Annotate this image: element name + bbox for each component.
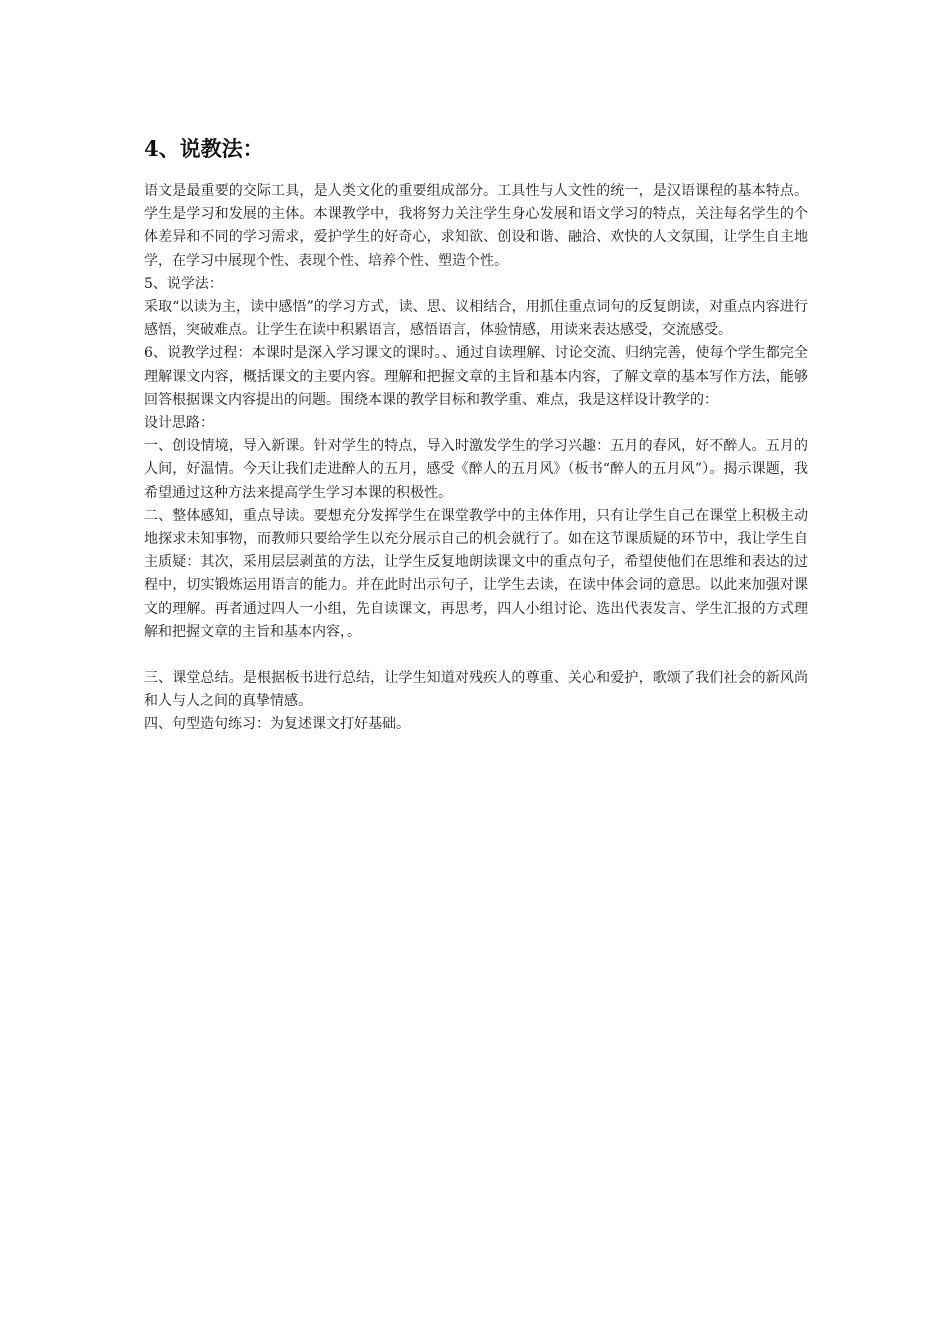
learning-method-paragraph: 采取“以读为主，读中感悟”的学习方式，读、思、议相结合，用抓住重点词句的反复朗读，对重点内容进行感悟，突破难点。让学生在读中积累语言，感悟语言，体验情感，用读来表达感受，交流感受。 <box>144 299 808 339</box>
learning-method-heading: 5、说学法： <box>144 275 223 292</box>
step-four-paragraph: 四、句型造句练习：为复述课文打好基础。 <box>144 716 410 733</box>
blank-line <box>144 644 808 667</box>
document-body <box>144 132 808 737</box>
design-idea-label: 设计思路： <box>144 415 214 432</box>
step-two-paragraph: 二、整体感知，重点导读。要想充分发挥学生在课堂教学中的主体作用，只有让学生自己在课堂上积极主动地探求未知事物，而教师只要给学生以充分展示自己的机会就行了。如在这节课质疑的环节中，我让学生自主质疑：其次，采用层层剥茧的方法，让学生反复地朗读课文中的重点句子，希望使他们在思维和表达的过程中，切实锻炼运用语言的能力。并在此时出示句子，让学生去读，在读中体会词的意思。以此来加强对课文的理解。再者通过四人一小组，先自读课文，再思考，四人小组讨论、选出代表发言、学生汇报的方式理解和把握文章的主旨和基本内容，。 <box>144 507 808 640</box>
step-three-paragraph: 三、课堂总结。是根据板书进行总结，让学生知道对残疾人的尊重、关心和爱护，歌颂了我们社会的新风尚和人与人之间的真挚情感。 <box>144 670 808 710</box>
section-heading: 4、说教法： <box>144 136 264 161</box>
teaching-method-paragraph: 语文是最重要的交际工具，是人类文化的重要组成部分。工具性与人文性的统一，是汉语课程的基本特点。学生是学习和发展的主体。本课教学中，我将努力关注学生身心发展和语文学习的特点，关注每名学生的个体差异和不同的学习需求，爱护学生的好奇心，求知欲、创设和谐、融洽、欢快的人文氛围，让学生自主地学，在学习中展现个性、表现个性、培养个性、塑造个性。 <box>144 183 808 269</box>
teaching-process-paragraph: 6、说教学过程：本课时是深入学习课文的课时。、通过自读理解、讨论交流、归纳完善，使每个学生都完全理解课文内容，概括课文的主要内容。理解和把握文章的主旨和基本内容，了解文章的基本写作方法，能够回答根据课文内容提出的问题。围绕本课的教学目标和教学重、难点，我是这样设计教学的： <box>144 345 808 408</box>
step-one-paragraph: 一、创设情境，导入新课。针对学生的特点，导入时激发学生的学习兴趣：五月的春风，好不醉人。五月的人间，好温情。今天让我们走进醉人的五月，感受《醉人的五月风》（板书“醉人的五月风”）。揭示课题，我希望通过这种方法来提高学生学习本课的积极性。 <box>144 438 808 501</box>
